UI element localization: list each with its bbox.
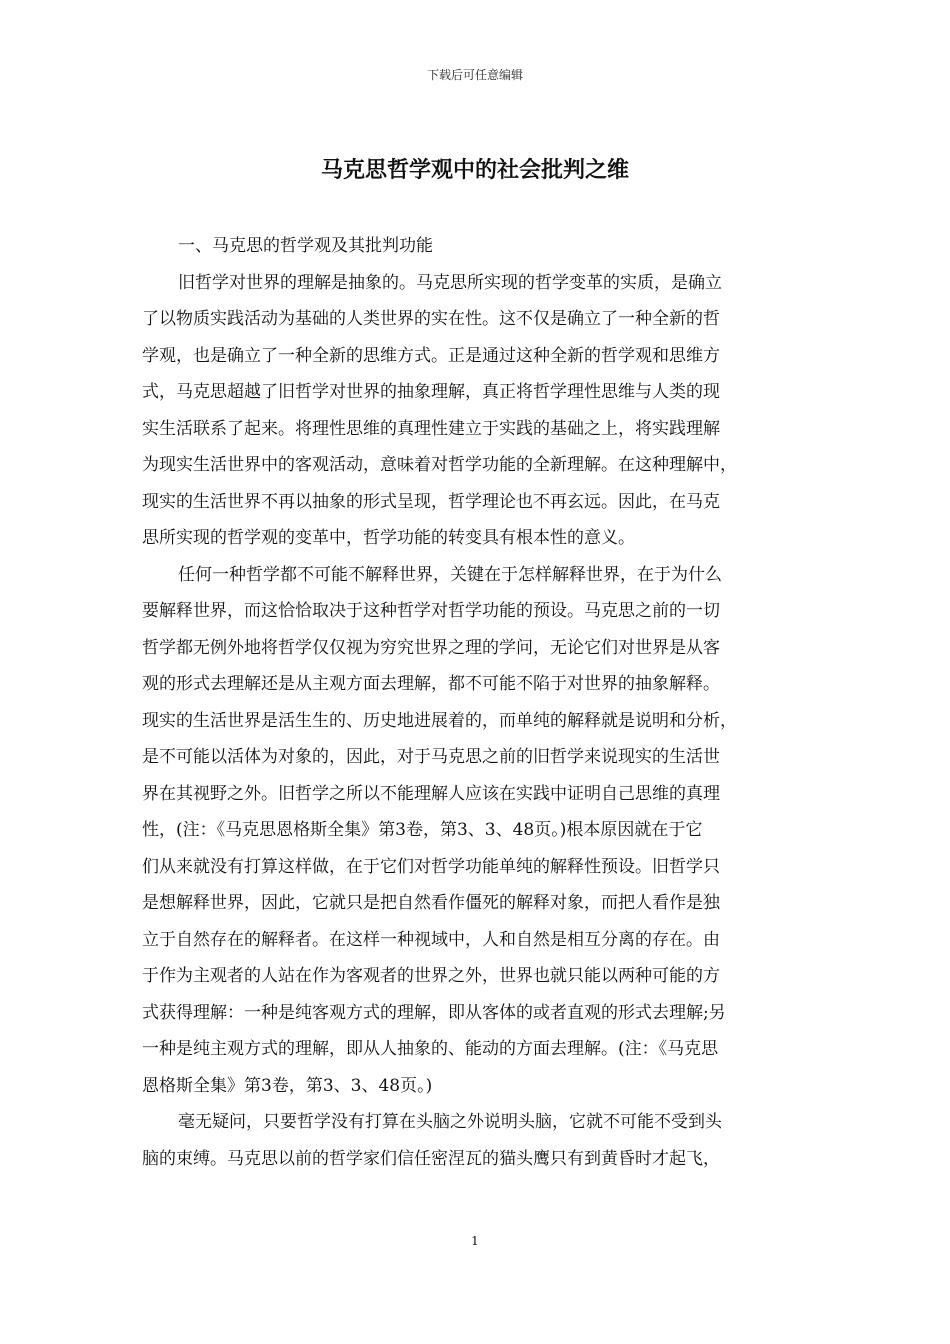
paragraph-line: 旧哲学对世界的理解是抽象的。马克思所实现的哲学变革的实质，是确立 bbox=[178, 272, 722, 293]
paragraph-line: 是不可能以活体为对象的，因此，对于马克思之前的旧哲学来说现实的生活世 bbox=[142, 747, 720, 767]
section-heading: 一、马克思的哲学观及其批判功能 bbox=[178, 236, 433, 256]
paragraph-line: 界在其视野之外。旧哲学之所以不能理解人应该在实践中证明自己思维的真理 bbox=[142, 783, 720, 804]
paragraph-line: 要解释世界，而这恰恰取决于这种哲学对哲学功能的预设。马克思之前的一切 bbox=[142, 601, 720, 621]
paragraph-line: 任何一种哲学都不可能不解释世界，关键在于怎样解释世界，在于为什么 bbox=[178, 564, 722, 585]
paragraph-line: 现实的生活世界是活生生的、历史地进展着的，而单纯的解释就是说明和分析， bbox=[142, 710, 737, 731]
paragraph bbox=[142, 557, 810, 1105]
document-title: 马克思哲学观中的社会批判之维 bbox=[320, 157, 629, 183]
paragraph-line: 恩格斯全集》第3卷，第3、3、48页。) bbox=[142, 1075, 433, 1096]
paragraph-line: 实生活联系了起来。将理性思维的真理性建立于实践的基础之上，将实践理解 bbox=[142, 418, 720, 439]
paragraph-line: 立于自然存在的解释者。在这样一种视域中，人和自然是相互分离的存在。由 bbox=[142, 929, 720, 950]
paragraph-line: 式，马克思超越了旧哲学对世界的抽象理解，真正将哲学理性思维与人类的现 bbox=[142, 382, 720, 402]
paragraph-line: 哲学都无例外地将哲学仅仅视为穷究世界之理的学问，无论它们对世界是从客 bbox=[142, 637, 720, 658]
paragraph bbox=[142, 1104, 810, 1177]
paragraph-line: 脑的束缚。马克思以前的哲学家们信任密涅瓦的猫头鹰只有到黄昏时才起飞， bbox=[142, 1148, 720, 1169]
document-body bbox=[142, 228, 810, 1177]
paragraph-line: 学观，也是确立了一种全新的思维方式。正是通过这种全新的哲学观和思维方 bbox=[142, 345, 720, 366]
paragraph-line: 性，(注：《马克思恩格斯全集》第3卷，第3、3、48页。)根本原因就在于它 bbox=[142, 820, 703, 840]
paragraph-line: 毫无疑问，只要哲学没有打算在头脑之外说明头脑，它就不可能不受到头 bbox=[178, 1112, 722, 1132]
paragraph-line: 现实的生活世界不再以抽象的形式呈现，哲学理论也不再玄远。因此，在马克 bbox=[142, 491, 720, 512]
paragraph-list bbox=[142, 265, 810, 1178]
page-header: 下载后可任意编辑 bbox=[426, 68, 523, 82]
paragraph-line: 一种是纯主观方式的理解，即从人抽象的、能动的方面去理解。(注：《马克思 bbox=[142, 1039, 719, 1059]
paragraph-line: 观的形式去理解还是从主观方面去理解，都不可能不陷于对世界的抽象解释。 bbox=[142, 674, 720, 694]
page-number: 1 bbox=[471, 1234, 479, 1248]
paragraph bbox=[142, 265, 810, 557]
paragraph-line: 为现实生活世界中的客观活动，意味着对哲学功能的全新理解。在这种理解中， bbox=[142, 455, 737, 475]
paragraph-line: 们从来就没有打算这样做，在于它们对哲学功能单纯的解释性预设。旧哲学只 bbox=[142, 856, 720, 877]
paragraph-line: 于作为主观者的人站在作为客观者的世界之外，世界也就只能以两种可能的方 bbox=[142, 966, 720, 986]
paragraph-line: 了以物质实践活动为基础的人类世界的实在性。这不仅是确立了一种全新的哲 bbox=[142, 309, 720, 329]
paragraph-line: 是想解释世界，因此，它就只是把自然看作僵死的解释对象，而把人看作是独 bbox=[142, 893, 720, 913]
paragraph-line: 思所实现的哲学观的变革中，哲学功能的转变具有根本性的意义。 bbox=[142, 528, 635, 548]
paragraph-line: 式获得理解：一种是纯客观方式的理解，即从客体的或者直观的形式去理解;另 bbox=[142, 1002, 726, 1023]
